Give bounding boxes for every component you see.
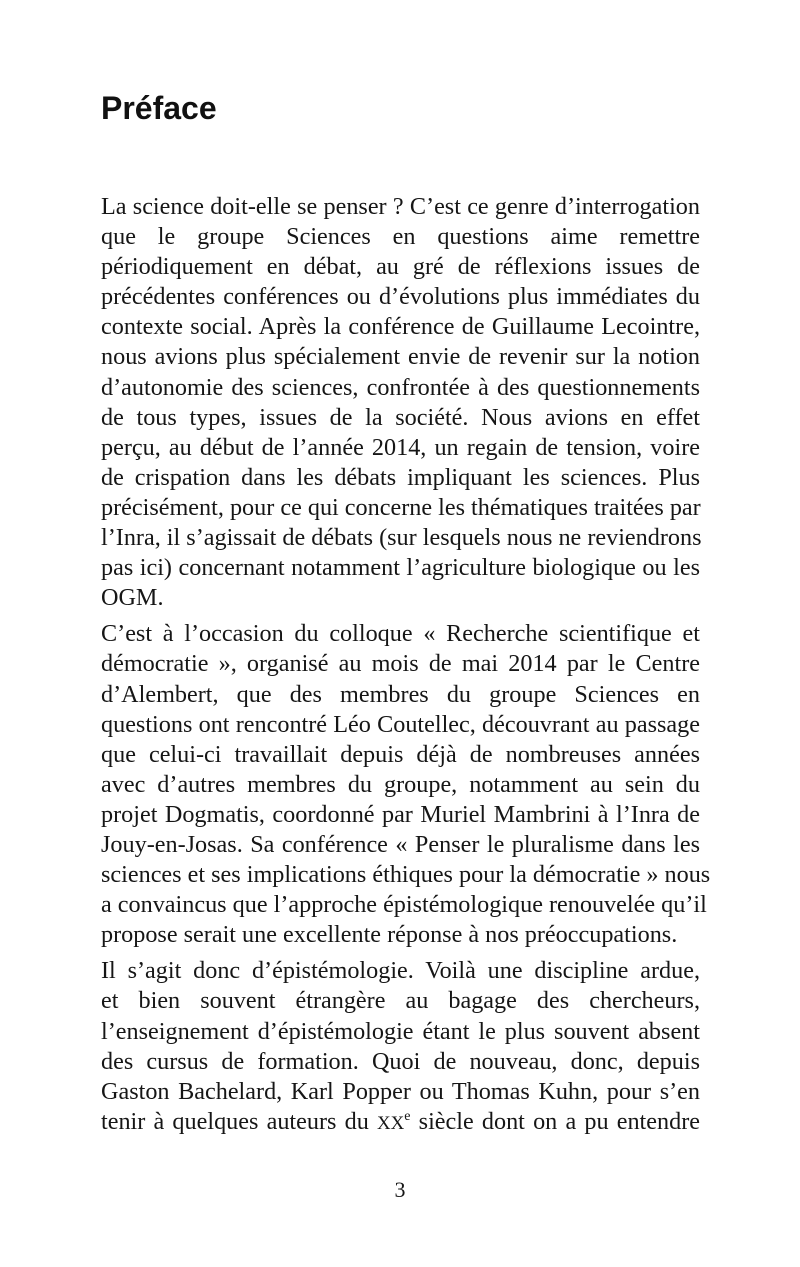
text-line: perçu, au début de l’année 2014, un regain de tension, voire — [101, 433, 700, 461]
text-line: C’est à l’occasion du colloque « Recherche scientifique et — [101, 620, 700, 648]
text-line: OGM. — [101, 584, 164, 612]
text-fragment: siècle dont on a pu entendre — [410, 1107, 700, 1135]
text-line: périodiquement en débat, au gré de réflexions issues de — [101, 253, 700, 281]
text-line: d’autonomie des sciences, confrontée à des questionnements — [101, 373, 700, 401]
text-line: Jouy-en-Josas. Sa conférence « Penser le pluralisme dans les — [101, 830, 700, 858]
text-line: a convaincus que l’approche épistémologique renouvelée qu’il — [101, 891, 707, 919]
text-line: des cursus de formation. Quoi de nouveau, donc, depuis — [101, 1047, 700, 1075]
century-numeral: XX — [376, 1112, 405, 1134]
text-line: projet Dogmatis, coordonné par Muriel Mambrini à l’Inra de — [101, 800, 700, 828]
text-line: que celui-ci travaillait depuis déjà de nombreuses années — [101, 740, 700, 768]
text-line: La science doit-elle se penser ? C’est ce genre d’interrogation — [101, 193, 700, 220]
text-line: que le groupe Sciences en questions aime remettre — [101, 223, 700, 251]
text-line: propose serait une excellente réponse à nos préoccupations. — [101, 921, 678, 949]
text-line: Gaston Bachelard, Karl Popper ou Thomas Kuhn, pour s’en — [101, 1077, 700, 1105]
text-fragment: tenir à quelques auteurs du — [101, 1107, 377, 1135]
superscript: e — [404, 1107, 411, 1124]
text-line: précisément, pour ce qui concerne les thématiques traitées par — [101, 493, 701, 521]
page-title: Préface — [101, 90, 217, 126]
paragraph-1 — [101, 192, 700, 613]
text-line: de tous types, issues de la société. Nous avions en effet — [101, 403, 700, 431]
text-line: précédentes conférences ou d’évolutions plus immédiates du — [101, 283, 700, 311]
text-line: contexte social. Après la conférence de Guillaume Lecointre, — [101, 313, 700, 341]
text-line: et bien souvent étrangère au bagage des chercheurs, — [101, 987, 700, 1015]
text-line: avec d’autres membres du groupe, notamment au sein du — [101, 770, 700, 798]
text-line: d’Alembert, que des membres du groupe Sciences en — [101, 680, 700, 708]
text-line: l’Inra, il s’agissait de débats (sur lesquels nous ne reviendrons — [101, 524, 702, 552]
text-line — [101, 1107, 700, 1137]
text-line: sciences et ses implications éthiques pour la démocratie » nous — [101, 861, 711, 889]
text-line: Il s’agit donc d’épistémologie. Voilà une discipline ardue, — [101, 957, 700, 985]
body-text — [101, 192, 711, 1143]
text-line: l’enseignement d’épistémologie étant le plus souvent absent — [101, 1017, 700, 1045]
text-line: démocratie », organisé au mois de mai 2014 par le Centre — [101, 650, 700, 678]
page-number: 3 — [394, 1177, 406, 1202]
text-line: nous avions plus spécialement envie de revenir sur la notion — [101, 343, 700, 371]
text-line: de crispation dans les débats impliquant les sciences. Plus — [101, 463, 700, 491]
paragraph-3 — [101, 956, 700, 1137]
text-line: pas ici) concernant notamment l’agriculture biologique ou les — [101, 554, 700, 582]
text-line: questions ont rencontré Léo Coutellec, découvrant au passage — [101, 710, 700, 738]
paragraph-2 — [101, 619, 711, 950]
